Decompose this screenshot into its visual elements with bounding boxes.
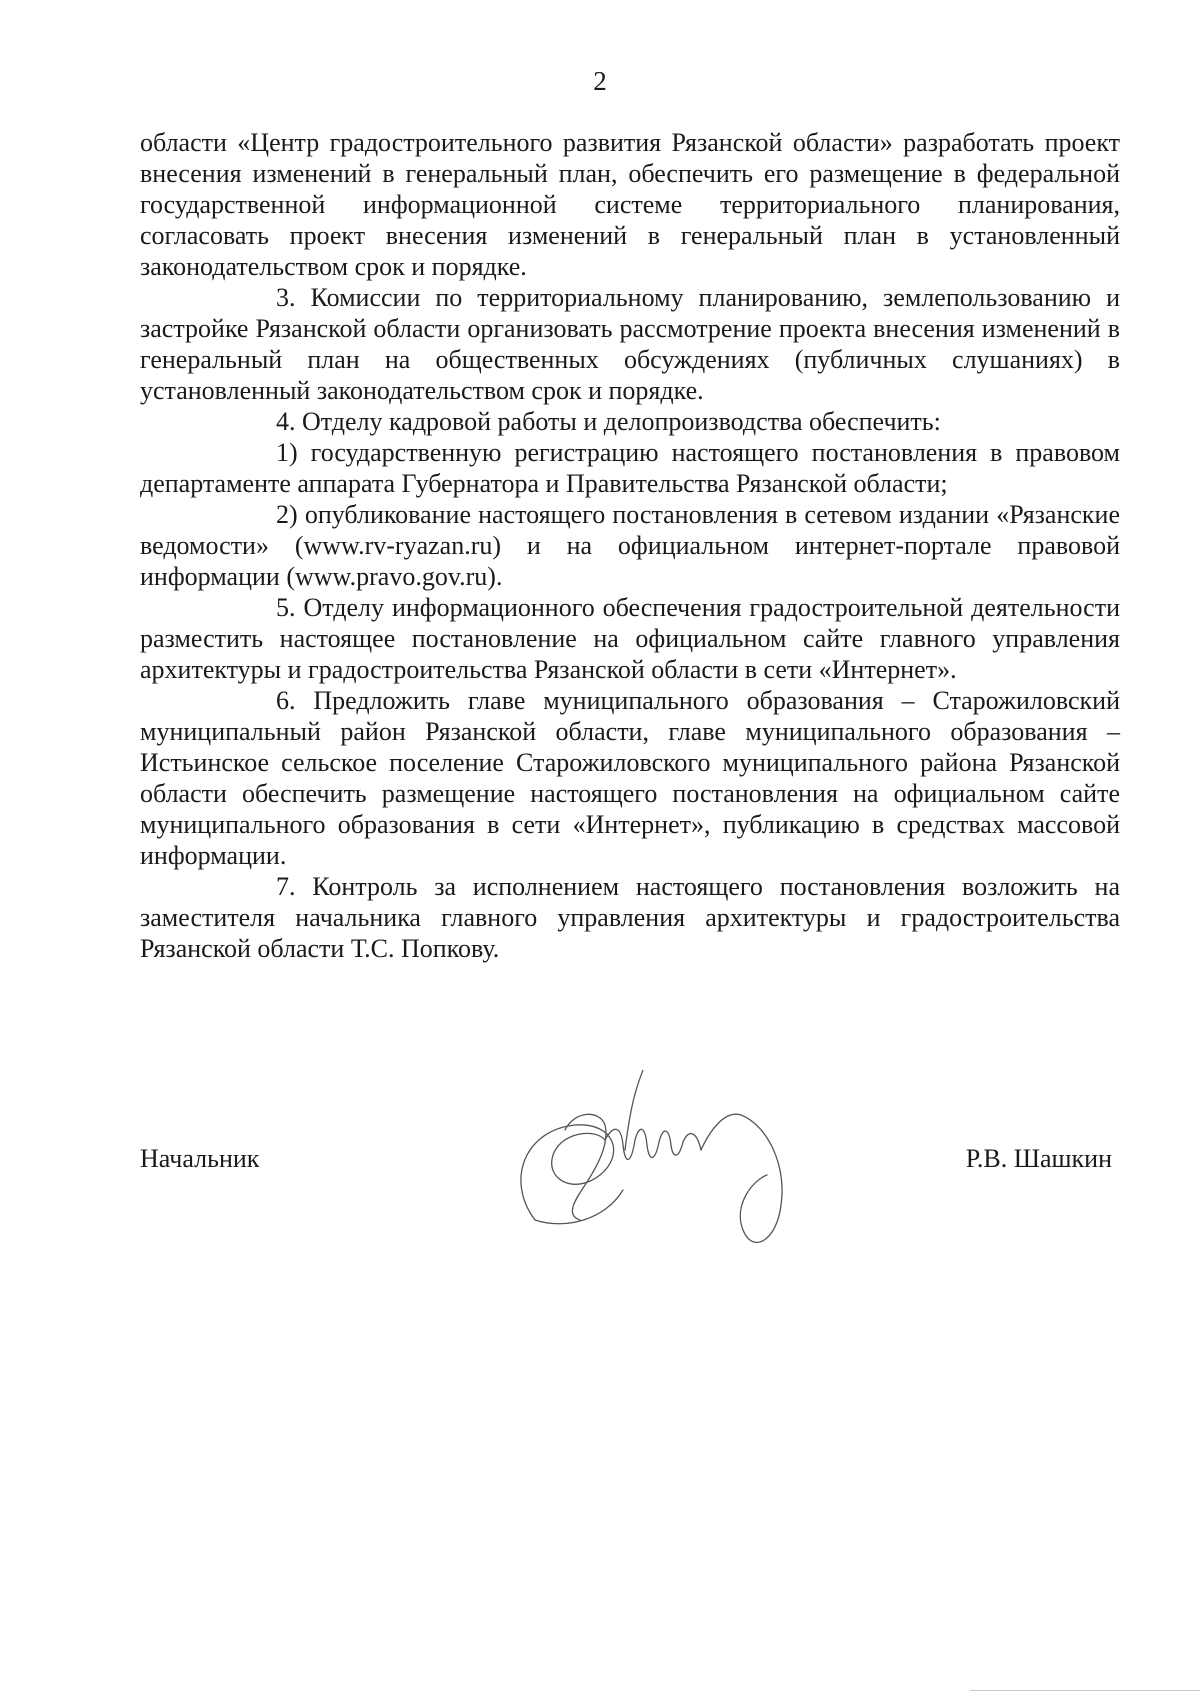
- item-number: 4.: [276, 407, 296, 436]
- item-text: Контроль за исполнением настоящего постановления возложить на заместителя начальника главного управления архитектуры и градостроительства Рязанской области Т.С. Попкову.: [140, 872, 1121, 963]
- item-text: государственную регистрацию настоящего постановления в правовом департаменте аппарата Губернатора и Правительства Рязанской области;: [140, 438, 1120, 498]
- signature-stroke: [625, 1070, 643, 1150]
- paragraph-subitem-1: [140, 437, 1120, 499]
- page-number: 2: [593, 66, 607, 96]
- signatory-name: Р.В. Шашкин: [965, 1144, 1112, 1173]
- item-text: Комиссии по территориальному планированию, землепользованию и застройке Рязанской области организовать рассмотрение проекта внесения изменений в генеральный план на общественных обсуждениях (публичных слушаниях) в установленный законодательством срок и порядке.: [140, 283, 1121, 405]
- item-number: 1): [276, 438, 298, 467]
- item-number: 3.: [276, 283, 296, 312]
- signature-row: [140, 1143, 1120, 1183]
- document-body: [140, 127, 1120, 964]
- item-number: 6.: [276, 686, 296, 715]
- paragraph-item-4: [140, 406, 1120, 437]
- item-text: Отделу кадровой работы и делопроизводства обеспечить:: [302, 407, 941, 436]
- item-text: Предложить главе муниципального образования – Старожиловский муниципальный район Рязанской области, главе муниципального образования – Истьинское сельское поселение Старожиловского муниципального района Рязанской области обеспечить размещение настоящего постановления на официальном сайте муниципального образования в сети «Интернет», публикацию в средствах массовой информации.: [140, 686, 1121, 870]
- paragraph-item-5: [140, 592, 1120, 685]
- paragraph-item-3: [140, 282, 1120, 406]
- paragraph-item-7: [140, 871, 1120, 964]
- scan-artifact-line: [970, 1690, 1200, 1691]
- item-number: 2): [276, 500, 298, 529]
- item-number: 5.: [276, 593, 296, 622]
- item-text: опубликование настоящего постановления в сетевом издании «Рязанские ведомости» (www.rv-ryazan.ru) и на официальном интернет-портале правовой информации (www.pravo.gov.ru).: [140, 500, 1121, 591]
- paragraph-subitem-2: [140, 499, 1120, 592]
- signatory-position: Начальник: [140, 1144, 260, 1173]
- paragraph-continuation: области «Центр градостроительного развития Рязанской области» разработать проект внесения изменений в генеральный план, обеспечить его размещение в федеральной государственной информационной системе территориального планирования, согласовать проект внесения изменений в генеральный план в установленный законодательством срок и порядке.: [140, 128, 1120, 281]
- item-text: Отделу информационного обеспечения градостроительной деятельности разместить настоящее постановление на официальном сайте главного управления архитектуры и градостроительства Рязанской области в сети «Интернет».: [140, 593, 1121, 684]
- paragraph-item-6: [140, 685, 1120, 871]
- item-number: 7.: [276, 872, 296, 901]
